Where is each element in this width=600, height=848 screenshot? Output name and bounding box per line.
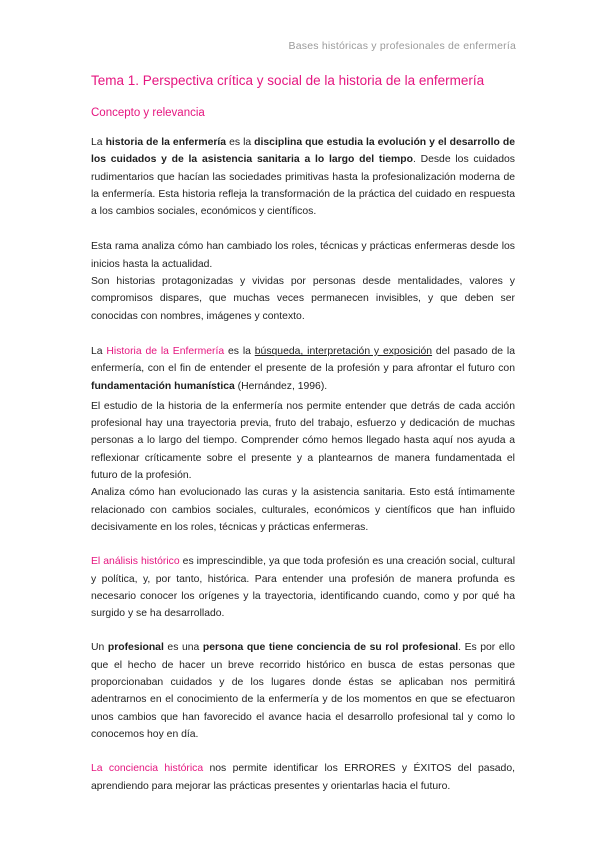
bold-term: historia de la enfermería <box>105 137 227 148</box>
text-run: La <box>91 345 107 357</box>
underlined-phrase: búsqueda, interpretación y exposición <box>254 345 433 357</box>
text-run: nos permite identificar los ERRORES y ÉXITOS del pasado, aprendiendo para mejorar las prácticas presentes y orientarlas hacia el futuro. <box>91 763 515 792</box>
text-run: La <box>91 137 106 148</box>
paragraph-study: El estudio de la historia de la enfermería nos permite entender que detrás de cada acción profesional hay una trayectoria previa, fruto del trabajo, esfuerzo y dedicación de muchas personas a lo largo del tiempo. Comprender cómo hemos llegado hasta aquí nos ayuda a reflexionar críticamente sobre el presente y a plantearnos de manera fundamentada el futuro de la profesión. <box>91 400 515 482</box>
text-run: . Es por ello que el hecho de hacer un breve recorrido histórico en busca de estas personas que proporcionaban cuidados y de los lugares donde éstas se aplicaban nos permitirá adentrarnos en el conocimiento de la enfermería y de los momentos en que se efectuaron unos cambios que han favorecido el avance hacia el desarrollo profesional tal y como lo conocemos hoy en día. <box>91 642 515 740</box>
paragraph-awareness <box>91 760 515 795</box>
bold-definition: disciplina que estudia la evolución y el desarrollo de los cuidados y de la asistencia sanitaria a lo largo del tiempo <box>91 137 515 166</box>
paragraph-people: Son historias protagonizadas y vividas por personas desde mentalidades, valores y compromisos dispares, que muchas veces permanecen invisibles, y que deben ser conocidas con nombres, imágenes y contexto. <box>91 276 515 322</box>
text-run: Un <box>91 642 108 654</box>
page-title: Tema 1. Perspectiva crítica y social de la historia de la enfermería <box>91 73 485 88</box>
paragraph-roles: Esta rama analiza cómo han cambiado los roles, técnicas y prácticas enfermeras desde los inicios hasta la actualidad. <box>91 241 515 270</box>
paragraph-professional <box>91 639 515 743</box>
text-run: es la <box>224 345 255 357</box>
paragraph-history-definition <box>91 343 515 395</box>
highlight-term: La conciencia histórica <box>91 763 204 775</box>
bold-definition: persona que tiene conciencia de su rol profesional <box>202 642 459 654</box>
citation: (Hernández, 1996). <box>234 380 328 392</box>
text-run: es la <box>226 137 255 148</box>
highlight-term: Historia de la Enfermería <box>106 345 225 357</box>
paragraph-analysis <box>91 553 515 622</box>
bold-term: profesional <box>107 642 164 654</box>
text-run: es imprescindible, ya que toda profesión es una creación social, cultural y política, y, por tanto, histórica. Para entender una profesión de manera profunda es necesario conocer los orígenes y la trayectoria, identificando cuando, como y por qué ha surgido y se ha desarrollado. <box>91 556 516 620</box>
document-body <box>91 134 515 795</box>
paragraph-evolution: Analiza cómo han evolucionado las curas y la asistencia sanitaria. Esto está íntimamente relacionado con cambios sociales, culturales, económicos y científicos que han influido decisivamente en los roles, técnicas y prácticas enfermeras. <box>91 487 515 533</box>
running-header: Bases históricas y profesionales de enfermería <box>288 40 516 52</box>
highlight-term: El análisis histórico <box>91 556 180 568</box>
text-run: es una <box>163 642 203 654</box>
paragraph-definition <box>91 134 515 220</box>
bold-term: fundamentación humanística <box>91 380 235 392</box>
text-run: del pasado de la enfermería, con el fin de entender el presente de la profesión y para afrontar el futuro con <box>91 345 516 375</box>
section-subtitle: Concepto y relevancia <box>91 107 205 119</box>
text-run: . Desde los cuidados rudimentarios que hacían las sociedades primitivas hasta la profesionalización moderna de la enfermería. Esta historia refleja la transformación de la práctica del cuidado en respuesta a los cambios sociales, económicos y científicos. <box>91 154 515 218</box>
